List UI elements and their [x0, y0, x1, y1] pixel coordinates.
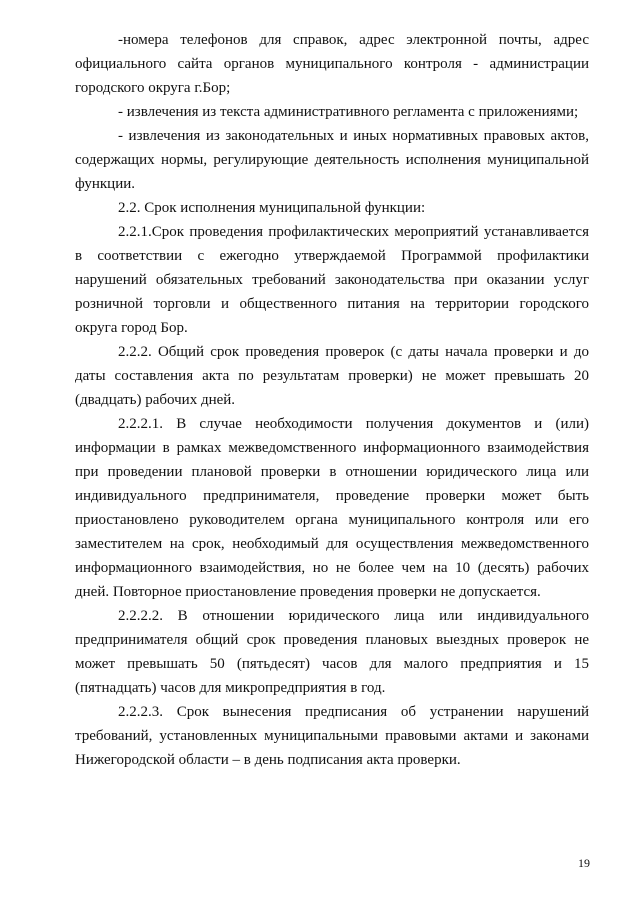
paragraph-line: 2.2.2.1. В случае необходимости получения документов и (или): [118, 416, 589, 432]
paragraph-2-2-2-3: [75, 700, 589, 772]
paragraph-2-2-2: [75, 340, 589, 412]
section-heading-2-2: [75, 196, 589, 220]
paragraph-line: при проведении плановой проверки в отношении юридического лица или: [75, 464, 589, 480]
paragraph-line: предпринимателя общий срок проведения плановых выездных проверок не: [75, 632, 589, 648]
paragraph-line: городского округа г.Бор;: [75, 80, 231, 96]
paragraph-line: 2.2.2. Общий срок проведения проверок (с даты начала проверки и до: [118, 344, 589, 360]
paragraph-line: 2.2.2.3. Срок вынесения предписания об устранении нарушений: [118, 704, 589, 720]
paragraph-line: в соответствии с ежегодно утверждаемой Программой профилактики: [75, 248, 589, 264]
paragraph-line: розничной торговли и общественного питания на территории городского: [75, 296, 589, 312]
paragraph-line: (пятнадцать) часов для микропредприятия в год.: [75, 680, 386, 696]
paragraph-2-2-2-1: [75, 412, 589, 604]
paragraph-line: 2.2. Срок исполнения муниципальной функции:: [118, 200, 426, 216]
paragraph-line: информационного взаимодействия, но не более чем на 10 (десять) рабочих: [75, 560, 589, 576]
paragraph-line: округа город Бор.: [75, 320, 188, 336]
paragraph-line: 2.2.1.Срок проведения профилактических мероприятий устанавливается: [118, 224, 589, 240]
paragraph-line: приостановлено руководителем органа муниципального контроля или его: [75, 512, 589, 528]
paragraph-line: заместителем на срок, необходимый для осуществления межведомственного: [75, 536, 589, 552]
paragraph-line: Нижегородской области – в день подписания акта проверки.: [75, 752, 461, 768]
paragraph-line: - извлечения из текста административного регламента с приложениями;: [118, 104, 579, 120]
paragraph-line: -номера телефонов для справок, адрес электронной почты, адрес: [118, 32, 589, 48]
paragraph-line: (двадцать) рабочих дней.: [75, 392, 236, 408]
document-body: [75, 28, 589, 772]
page-number: 19: [578, 856, 590, 870]
paragraph-2-2-2-2: [75, 604, 589, 700]
paragraph-legal-extracts: [75, 124, 589, 196]
paragraph-line: содержащих нормы, регулирующие деятельность исполнения муниципальной: [75, 152, 589, 168]
paragraph-line: требований, установленных муниципальными правовыми актами и законами: [75, 728, 589, 744]
paragraph-line: индивидуального предпринимателя, проведение проверки может быть: [75, 488, 589, 504]
paragraph-line: даты составления акта по результатам проверки) не может превышать 20: [75, 368, 589, 384]
paragraph-regulation-extracts: [75, 100, 589, 124]
paragraph-line: информации в рамках межведомственного информационного взаимодействия: [75, 440, 589, 456]
paragraph-line: официального сайта органов муниципального контроля - администрации: [75, 56, 589, 72]
paragraph-line: может превышать 50 (пятьдесят) часов для малого предприятия и 15: [75, 656, 589, 672]
paragraph-contact-info: [75, 28, 589, 100]
paragraph-line: нарушений обязательных требований законодательства при оказании услуг: [75, 272, 589, 288]
paragraph-line: дней. Повторное приостановление проведения проверки не допускается.: [75, 584, 541, 600]
paragraph-line: 2.2.2.2. В отношении юридического лица или индивидуального: [118, 608, 589, 624]
paragraph-line: - извлечения из законодательных и иных нормативных правовых актов,: [118, 128, 589, 144]
paragraph-2-2-1: [75, 220, 589, 340]
paragraph-line: функции.: [75, 176, 135, 192]
